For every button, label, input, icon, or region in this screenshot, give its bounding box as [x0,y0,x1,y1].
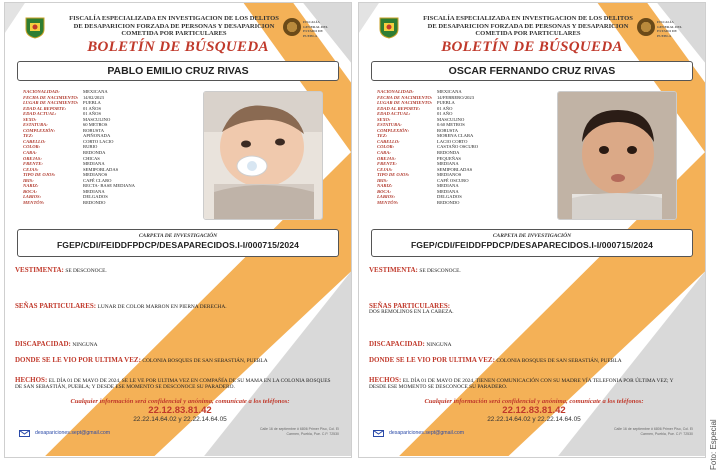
attr-row: CEJAS: SEMIPOBLADAS [377,166,473,172]
attr-row: COMPLEXIÓN: ROBUSTA [377,127,459,133]
attr-row: CEJAS: SEMIPOBLADAS [23,166,119,172]
attr-row: FECHA DE NACIMIENTO: 14/FEBRERO/2023 [377,94,475,100]
attr-row: CABELLO: LACIO CORTO [377,138,468,144]
contact-email-link[interactable]: desapariciones.sept@gmail.com [389,430,465,436]
contact-block: Cualquier información será confidencial y anónima, comunícate a los teléfonos: 22.12.83.81.42 22.22.14.64.02 y 22.22.14.64.05 [23,398,337,423]
attr-row: FRENTE: MEDIANA [377,161,459,167]
attr-row: MENTÓN: REDONDO [377,199,460,205]
mail-icon [373,430,384,437]
agency-header: FISCALÍA ESPECIALIZADA EN INVESTIGACION DE LOS DELITOS DE DESAPARICION FORZADA DE PERSONAS Y DESAPARICION COMETIDA POR PARTICULARES [423,15,633,38]
last-seen-field: DONDE SE LE VIO POR ULTIMA VEZ: COLONIA BOSQUES DE SAN SEBASTIÁN, PUEBLA [15,356,268,364]
disability-field: DISCAPACIDAD: NINGUNA [15,340,98,348]
attr-row: TIPO DE OJOS: MEDIANOS [23,172,108,178]
attr-row: NARIZ: RECTA- BASE MEDIANA [23,183,135,189]
phone-main: 22.12.83.81.42 [148,405,212,416]
search-bulletin-poster-1 [4,2,352,458]
phone-alt: 22.22.14.64.02 y 22.22.14.64.05 [133,416,227,423]
office-address: Calle 16 de septiembre # 6806 Primer Piso, Col. El Carmen, Puebla, Pue. C.P. 72530 [260,427,339,436]
attr-row: IRIS: CAFÉ OSCURO [377,177,469,183]
attr-row: SEXO: MASCULINO [23,116,111,122]
child-photo [557,91,677,220]
attr-row: NACIONALIDAD: MEXICANA [377,89,462,94]
missing-person-name: OSCAR FERNANDO CRUZ RIVAS [371,61,693,81]
contact-email-link[interactable]: desapariciones.sept@gmail.com [35,430,111,436]
attr-row: IRIS: CAFÉ CLARO [23,177,112,183]
missing-person-name: PABLO EMILIO CRUZ RIVAS [17,61,339,81]
attr-row: TIPO DE OJOS: MEDIANOS [377,172,462,178]
distinguishing-marks-field: SEÑAS PARTICULARES: LUNAR DE COLOR MARRON EN PIERNA DERECHA. [15,302,227,310]
attr-row: MENTÓN: REDONDO [23,199,106,205]
attr-row: OREJAS: CHICAS [23,155,100,161]
attr-row: ESTATURA: 0.60 METROS [377,122,465,128]
physical-description-list [23,89,213,205]
attr-row: LABIOS: DELGADOS [377,194,462,200]
attr-row: LUGAR DE NACIMIENTO: PUEBLA [23,100,101,106]
state-shield-logo [379,17,399,39]
disability-field: DISCAPACIDAD: NINGUNA [369,340,452,348]
clothing-field: VESTIMENTA: SE DESCONOCE. [15,266,107,274]
attr-row: COLOR: RUBIO [23,144,98,150]
attr-row: EDAD AL REPORTE: 01 AÑOS [23,105,101,111]
investigation-file-number: FGEP/CDI/FEIDDFPDCP/DESAPARECIDOS.I-I/000715/2024 [56,240,300,250]
attr-row: FRENTE: MEDIANA [23,161,105,167]
attr-row: LABIOS: DELGADOS [23,194,108,200]
attr-row: BOCA: MEDIANA [377,188,459,194]
phone-main: 22.12.83.81.42 [502,405,566,416]
phone-alt: 22.22.14.64.02 y 22.22.14.64.05 [487,416,581,423]
attr-row: CARA: REDONDA [377,150,460,156]
attr-row: TEZ: MORENA CLARA [377,133,474,139]
investigation-file-box: CARPETA DE INVESTIGACIÓN FGEP/CDI/FEIDDFPDCP/DESAPARECIDOS.I-I/000715/2024 [17,229,339,257]
last-seen-field: DONDE SE LE VIO POR ULTIMA VEZ: COLONIA BOSQUES DE SAN SEBASTIÁN, PUEBLA [369,356,622,364]
attr-row: NACIONALIDAD: MEXICANA [23,89,108,94]
attr-row: EDAD ACTUAL: 01 AÑO [377,111,453,117]
investigation-file-box: CARPETA DE INVESTIGACIÓN FGEP/CDI/FEIDDFPDCP/DESAPARECIDOS.I-I/000715/2024 [371,229,693,257]
attr-row: OREJAS: PEQUEÑAS [377,155,461,161]
search-bulletin-poster-2 [358,2,706,458]
attr-row: EDAD ACTUAL: 01 AÑOS [23,111,101,117]
attr-row: COMPLEXIÓN: ROBUSTA [23,127,105,133]
prosecutor-office-logo: FISCALÍA GENERAL DEL ESTADO DE PUEBLA [637,16,685,44]
agency-header: FISCALÍA ESPECIALIZADA EN INVESTIGACION DE LOS DELITOS DE DESAPARICION FORZADA DE PERSONAS Y DESAPARICION COMETIDA POR PARTICULARES [69,15,279,38]
attr-row: FECHA DE NACIMIENTO: 14/02/2023 [23,94,104,100]
physical-description-list [377,89,567,205]
facts-field: HECHOS: EL DÍA 01 DE MAYO DE 2024, SE LE VE POR ULTIMA VEZ EN COMPAÑÍA DE SU MAMA EN LA COLONIA BOSQUES DE SAN SEBASTIÁN, PUEBLA; Y DESDE ESE MOMENTO SE DESCONOCE SU PARADERO. [15,376,331,391]
attr-row: CARA: REDONDA [23,150,106,156]
attr-row: NARIZ: MEDIANA [377,183,459,189]
attr-row: BOCA: MEDIANA [23,188,105,194]
prosecutor-office-logo: FISCALÍA GENERAL DEL ESTADO DE PUEBLA [283,16,331,44]
attr-row: LUGAR DE NACIMIENTO: PUEBLA [377,100,455,106]
attr-row: EDAD AL REPORTE: 01 AÑO [377,105,453,111]
attr-row: CABELLO: CORTO LACIO [23,138,114,144]
contact-block: Cualquier información será confidencial y anónima, comunícate a los teléfonos: 22.12.83.81.42 22.22.14.64.02 y 22.22.14.64.05 [377,398,691,423]
state-shield-logo [25,17,45,39]
office-address: Calle 16 de septiembre # 6806 Primer Piso, Col. El Carmen, Puebla, Pue. C.P. 72530 [614,427,693,436]
attr-row: ESTATURA: 60 METROS [23,122,108,128]
investigation-file-number: FGEP/CDI/FEIDDFPDCP/DESAPARECIDOS.I-I/000715/2024 [410,240,654,250]
bulletin-title: BOLETÍN DE BÚSQUEDA [87,39,269,55]
distinguishing-marks-field: SEÑAS PARTICULARES: DOS REMOLINOS EN LA CABEZA. [369,302,454,316]
attr-row: SEXO: MASCULINO [377,116,465,122]
photo-credit: Foto: Especial [709,419,718,470]
mail-icon [19,430,30,437]
clothing-field: VESTIMENTA: SE DESCONOCE. [369,266,461,274]
child-photo [203,91,323,220]
attr-row: TEZ: APIÑONADA [23,133,111,139]
bulletin-title: BOLETÍN DE BÚSQUEDA [441,39,623,55]
facts-field: HECHOS: EL DÍA 01 DE MAYO DE 2024, TIENEN COMUNICACIÓN CON SU MADRE VÍA TELEFONIA POR ÚLTIMA VEZ; Y DESDE ESE MOMENTO SE DESCONOCE SU PARADERO. [369,376,674,391]
attr-row: COLOR: CASTAÑO OSCURO [377,144,479,150]
